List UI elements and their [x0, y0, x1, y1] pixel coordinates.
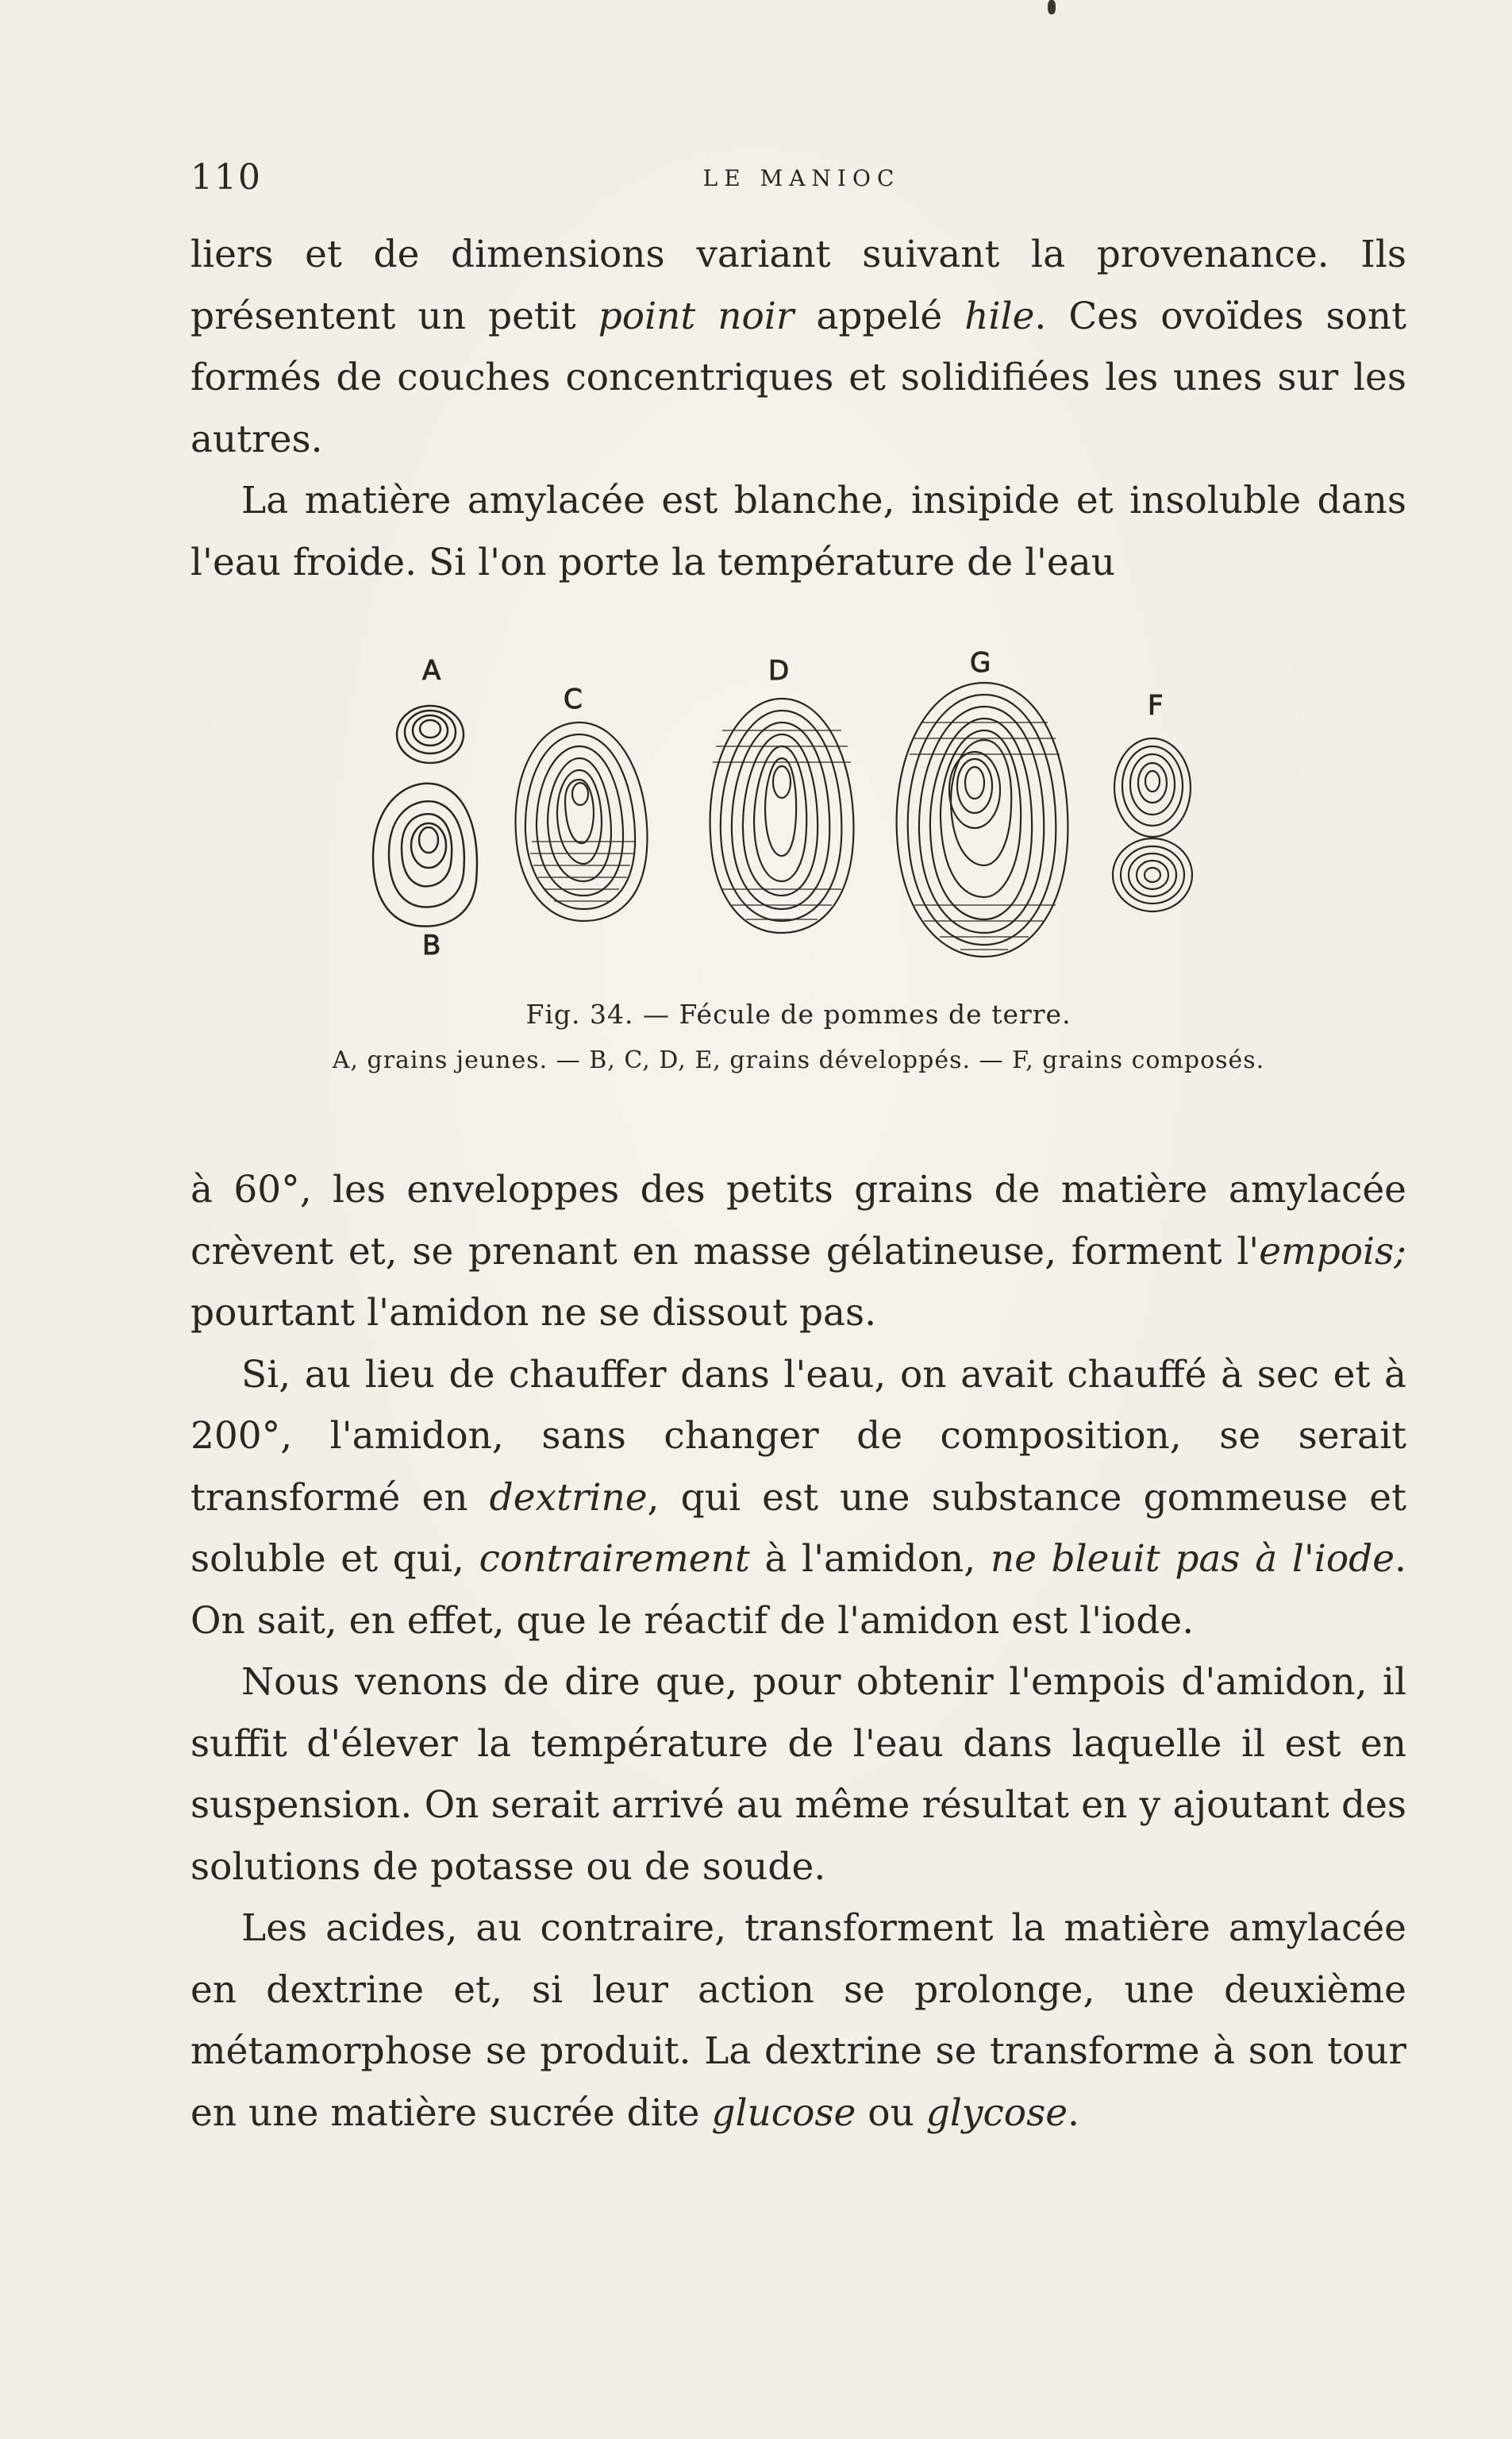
paragraph-dextrine: Si, au lieu de chauffer dans l'eau, on avait chauffé à sec et à 200°, l'amidon, sans changer de composition, se serait transformé en dextrine, qui est une substance gommeuse et soluble et qui, contrairement à l'amidon, ne bleuit pas à l'iode. On sait, en effet, que le réactif de l'amidon est l'iode. — [190, 1352, 1406, 1643]
italic-term-glycose: glycose — [925, 2090, 1068, 2135]
paragraph-amylacee: La matière amylacée est blanche, insipide et insoluble dans l'eau froide. Si l'on porte la température de l'eau — [190, 479, 1406, 584]
paragraph-acides: Les acides, au contraire, transforment la matière amylacée en dextrine et, si leur action se prolonge, une deuxième métamorphose se produit. La dextrine se transforme à son tour en une matière sucrée dite glucose ou glycose. — [190, 1906, 1406, 2135]
paragraph-empois: à 60°, les enveloppes des petits grains de matière amylacée crèvent et, se prenant en masse gélatineuse, forment l'empois; pourtant l'amidon ne se dissout pas. — [190, 1168, 1406, 1335]
grain-d — [710, 699, 854, 933]
figure-caption-legend: A, grains jeunes. — B, C, D, E, grains développés. — F, grains composés. — [332, 1046, 1265, 1074]
page-number: 110 — [190, 157, 262, 198]
paragraph-suspension: Nous venons de dire que, pour obtenir l'empois d'amidon, il suffit d'élever la température de l'eau dans laquelle il est en suspension. On serait arrivé au même résultat en y ajoutant des solutions de potasse ou de soude. — [190, 1660, 1406, 1889]
figure-caption-title: Fig. 34. — Fécule de pommes de terre. — [525, 999, 1071, 1030]
text-block-bottom — [190, 1159, 1406, 2144]
label-a: A — [422, 655, 441, 687]
italic-term-glucose: glucose — [711, 2090, 856, 2135]
italic-term-hile: hile — [964, 294, 1035, 338]
grain-g — [897, 683, 1068, 957]
grain-b — [373, 784, 477, 927]
label-b: B — [422, 930, 441, 961]
ink-spot — [1048, 0, 1056, 14]
figure-starch-grains — [349, 643, 1254, 977]
label-d: D — [768, 655, 790, 687]
running-header — [190, 157, 1413, 205]
paragraph-continued: liers et de dimensions variant suivant la provenance. Ils présentent un petit point noir appelé hile. Ces ovoïdes sont formés de couches concentriques et solidifiées les unes sur les autres. — [190, 233, 1407, 461]
text-block-top — [190, 224, 1406, 593]
italic-term-point-noir: point noir — [598, 294, 794, 338]
italic-term-iode: ne bleuit pas à l'iode — [990, 1537, 1395, 1581]
grain-f — [1113, 738, 1192, 911]
grain-a — [397, 706, 464, 763]
label-c: C — [564, 684, 583, 715]
running-title: LE MANIOC — [702, 165, 901, 191]
italic-term-dextrine: dextrine — [489, 1475, 648, 1520]
grain-c — [516, 722, 648, 921]
label-g: G — [970, 647, 991, 679]
label-f: F — [1148, 690, 1164, 722]
italic-term-empois: empois; — [1259, 1229, 1406, 1273]
starch-grains-illustration — [349, 643, 1254, 977]
italic-term-contrairement: contrairement — [479, 1537, 750, 1581]
